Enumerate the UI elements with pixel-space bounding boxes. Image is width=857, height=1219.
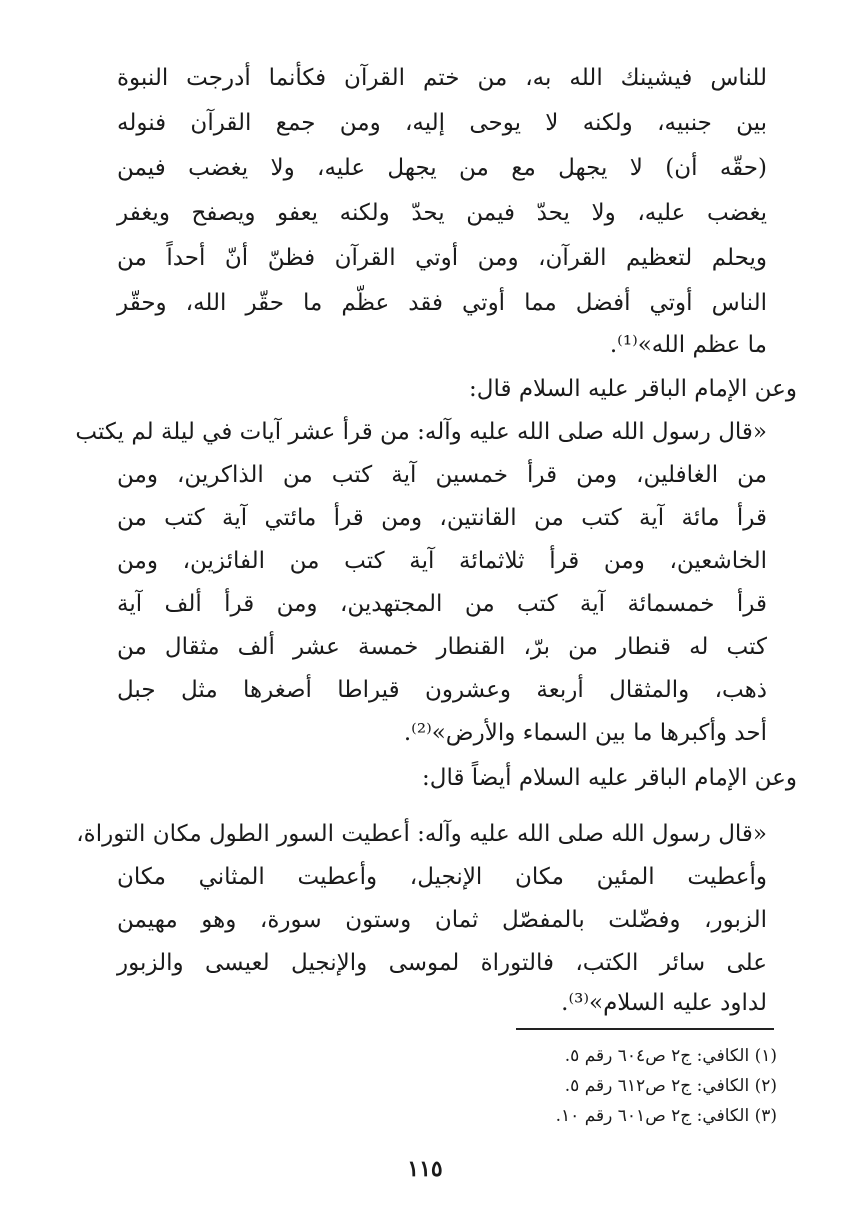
paragraph-3-line-4: على سائر الكتب، فالتوراة لموسى والإنجيل لعيسى والزبور — [117, 950, 767, 976]
paragraph-3-line-2: وأعطيت المئين مكان الإنجيل، وأعطيت المثاني مكان — [117, 864, 767, 890]
paragraph-2-line-4: الخاشعين، ومن قرأ ثلاثمائة آية كتب من الفائزين، ومن — [117, 548, 767, 574]
paragraph-2-line-2: من الغافلين، ومن قرأ خمسين آية كتب من الذاكرين، ومن — [117, 462, 767, 488]
paragraph-2-line-3: قرأ مائة آية كتب من القانتين، ومن قرأ مائتي آية كتب من — [117, 505, 767, 531]
paragraph-1-line-3: (حقّه أن) لا يجهل مع من يجهل عليه، ولا يغضب فيمن — [117, 155, 767, 181]
footnote-2: (٢) الكافي: ج٢ ص٦١٢ رقم ٥. — [564, 1076, 777, 1096]
paragraph-3-line-5: لداود عليه السلام»⁽³⁾. — [561, 990, 767, 1016]
paragraph-2-line-8: أحد وأكبرها ما بين السماء والأرض»⁽²⁾. — [403, 720, 767, 746]
paragraph-1-line-2: بين جنبيه، ولكنه لا يوحى إليه، ومن جمع القرآن فنوله — [117, 110, 767, 136]
narration-heading-3: وعن الإمام الباقر عليه السلام أيضاً قال: — [421, 765, 797, 791]
paragraph-3-line-3: الزبور، وفضّلت بالمفصّل ثمان وستون سورة، وهو مهيمن — [117, 907, 767, 933]
paragraph-3-line-1: «قال رسول الله صلى الله عليه وآله: أعطيت السور الطول مكان التوراة، — [76, 821, 767, 847]
paragraph-1-line-4: يغضب عليه، ولا يحدّ فيمن يحدّ ولكنه يعفو ويصفح ويغفر — [117, 200, 767, 226]
paragraph-2-line-6: كتب له قنطار من برّ، القنطار خمسة عشر ألف مثقال من — [117, 634, 767, 660]
paragraph-1-line-7: ما عظم الله»⁽¹⁾. — [609, 332, 767, 358]
paragraph-2-line-1: «قال رسول الله صلى الله عليه وآله: من قرأ عشر آيات في ليلة لم يكتب — [75, 419, 767, 445]
paragraph-1-line-6: الناس أوتي أفضل مما أوتي فقد عظّم ما حقّر الله، وحقّر — [117, 290, 767, 316]
footnote-1: (١) الكافي: ج٢ ص٦٠٤ رقم ٥. — [564, 1046, 777, 1066]
paragraph-1-line-5: ويحلم لتعظيم القرآن، ومن أوتي القرآن فظنّ أنّ أحداً من — [117, 245, 767, 271]
paragraph-2-line-5: قرأ خمسمائة آية كتب من المجتهدين، ومن قرأ ألف آية — [117, 591, 767, 617]
narration-heading-2: وعن الإمام الباقر عليه السلام قال: — [469, 376, 797, 402]
paragraph-1-line-1: للناس فيشينك الله به، من ختم القرآن فكأنما أدرجت النبوة — [117, 65, 767, 91]
page-number: ١١٥ — [407, 1156, 443, 1182]
paragraph-2-line-7: ذهب، والمثقال أربعة وعشرون قيراطا أصغرها مثل جبل — [117, 677, 767, 703]
footnote-separator — [516, 1028, 774, 1030]
footnote-3: (٣) الكافي: ج٢ ص٦٠١ رقم ١٠. — [555, 1106, 777, 1126]
